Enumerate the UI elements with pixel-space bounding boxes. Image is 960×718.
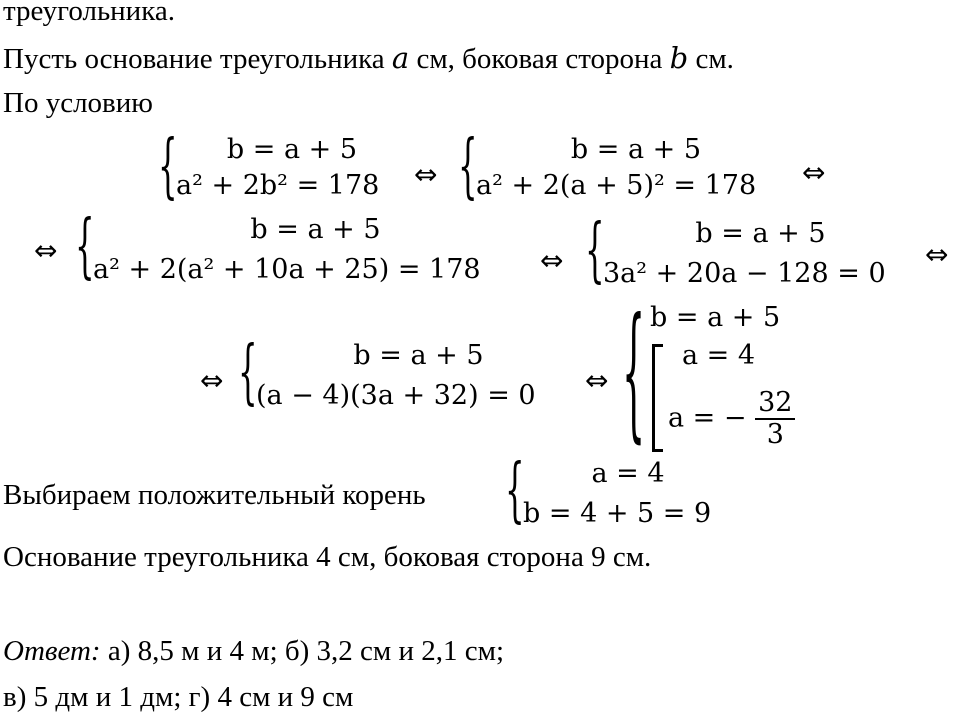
system-7-bottom: b = 4 + 5 = 9 [523, 498, 712, 529]
answer-part-1: а) 8,5 м и 4 м; б) 3,2 см и 2,1 см; [100, 635, 505, 667]
system-2-top: b = a + 5 [570, 134, 702, 165]
left-brace-icon: { [622, 289, 646, 458]
system-5 [238, 331, 588, 413]
root-2-prefix: a = − [668, 402, 747, 434]
equivalence-arrow-6: ⇔ [200, 364, 224, 397]
system-6 [622, 289, 812, 458]
left-brace-icon: { [585, 209, 605, 291]
system-6-root-1: a = 4 [682, 340, 756, 371]
system-4 [585, 209, 925, 291]
system-2-bottom: a² + 2(a + 5)² = 178 [476, 170, 757, 201]
system-6-top: b = a + 5 [650, 302, 781, 333]
assumption-text-2: см, боковая сторона [409, 43, 663, 75]
system-4-top: b = a + 5 [695, 218, 826, 249]
equivalence-arrow-1: ⇔ [414, 158, 438, 191]
system-7-top: a = 4 [591, 458, 665, 489]
system-5-bottom: (a − 4)(3a + 32) = 0 [256, 380, 536, 411]
left-brace-icon: { [158, 125, 178, 207]
equivalence-arrow-3: ⇔ [34, 234, 58, 267]
text-line-continuation: треугольника. [3, 0, 175, 27]
assumption-text-3: см. [688, 43, 734, 75]
left-brace-icon: { [75, 205, 95, 287]
text-line-choose: Выбираем положительный корень [3, 479, 426, 511]
system-3 [75, 205, 540, 287]
answer-line-1 [3, 634, 504, 668]
text-line-assumption [3, 41, 734, 76]
left-brace-icon: { [505, 449, 525, 531]
set-bracket-icon [652, 344, 663, 452]
fraction [755, 388, 795, 450]
equivalence-arrow-2: ⇔ [802, 156, 826, 189]
system-3-top: b = a + 5 [250, 214, 381, 245]
system-6-root-2 [668, 388, 795, 450]
system-7 [505, 449, 735, 531]
system-1 [158, 125, 408, 207]
system-5-top: b = a + 5 [353, 340, 484, 371]
system-4-bottom: 3a² + 20a − 128 = 0 [603, 258, 886, 289]
assumption-text-1: Пусть основание треугольника [3, 43, 385, 75]
fraction-denominator: 3 [766, 419, 784, 450]
answer-label: Ответ: [3, 635, 101, 667]
text-line-condition: По условию [3, 87, 153, 119]
text-line-result: Основание треугольника 4 см, боковая сторона 9 см. [3, 541, 652, 573]
system-3-bottom: a² + 2(a² + 10a + 25) = 178 [93, 254, 481, 285]
system-2 [458, 125, 798, 207]
variable-b: b [669, 41, 689, 75]
equivalence-arrow-4: ⇔ [540, 244, 564, 277]
fraction-numerator: 32 [755, 388, 795, 420]
answer-line-2: в) 5 дм и 1 дм; г) 4 см и 9 см [3, 681, 354, 713]
system-1-bottom: a² + 2b² = 178 [176, 170, 380, 201]
equivalence-arrow-7: ⇔ [585, 364, 609, 397]
left-brace-icon: { [238, 331, 258, 413]
left-brace-icon: { [458, 125, 478, 207]
equivalence-arrow-5: ⇔ [925, 238, 949, 271]
system-1-top: b = a + 5 [226, 134, 358, 165]
variable-a: a [391, 41, 410, 75]
